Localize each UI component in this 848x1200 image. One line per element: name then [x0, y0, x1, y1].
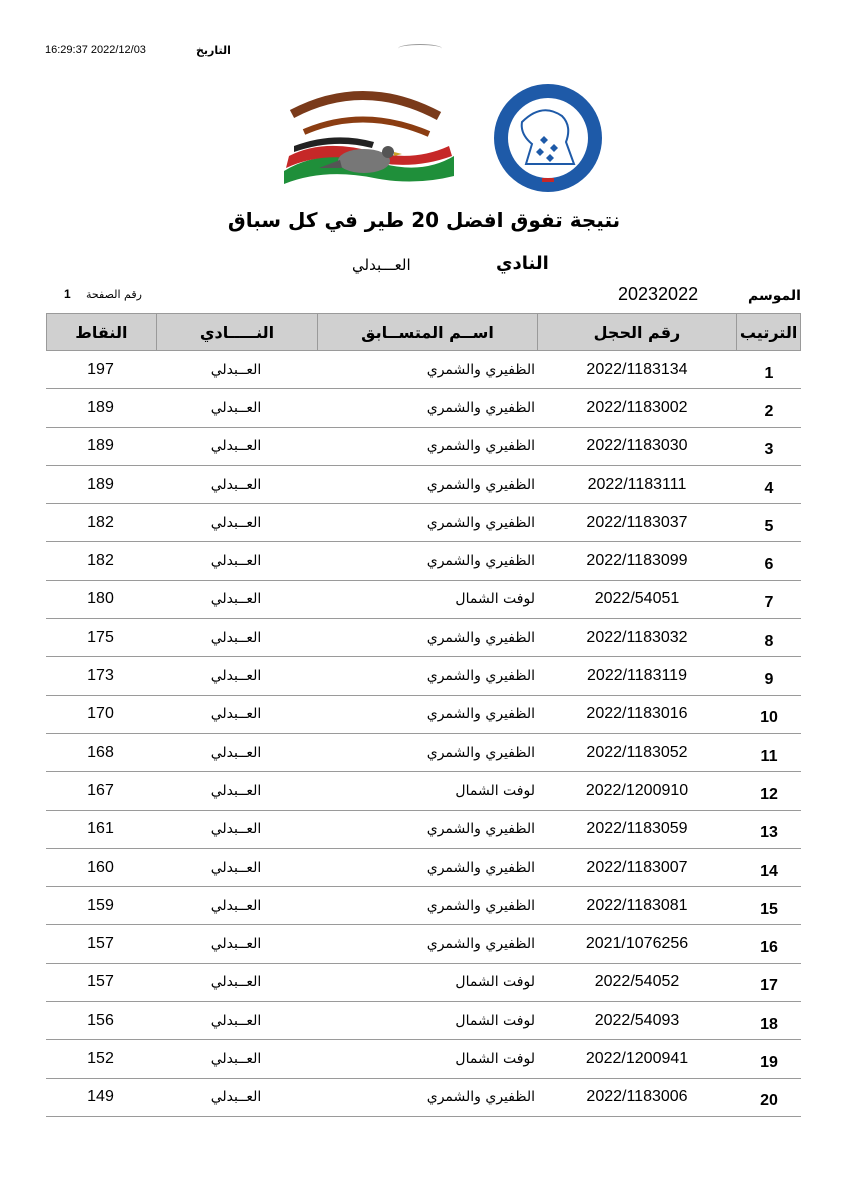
cell-points: 152: [87, 1049, 114, 1067]
cell-rank: 2: [764, 402, 774, 420]
table-row: [46, 542, 801, 580]
cell-rank: 20: [760, 1092, 778, 1110]
cell-name: لوفت الشمال: [455, 1012, 535, 1029]
cell-rank: 19: [760, 1053, 778, 1071]
cell-club: العــبدلي: [210, 438, 262, 455]
cell-club: العــبدلي: [210, 859, 262, 876]
cell-club: العــبدلي: [210, 1089, 262, 1106]
cell-name: الظفيري والشمري: [426, 553, 535, 570]
cell-club: العــبدلي: [210, 591, 262, 608]
table-row: [46, 925, 801, 963]
cell-club: العــبدلي: [210, 668, 262, 685]
cell-points: 157: [87, 973, 114, 991]
table-row: [46, 428, 801, 466]
table-row: [46, 1079, 801, 1117]
cell-club: العــبدلي: [210, 361, 262, 378]
cell-club: العــبدلي: [210, 399, 262, 416]
date-value: 16:29:37 2022/12/03: [45, 44, 146, 56]
cell-points: 180: [87, 590, 114, 608]
cell-rank: 4: [764, 479, 774, 497]
cell-name: الظفيري والشمري: [426, 668, 535, 685]
cell-name: الظفيري والشمري: [426, 629, 535, 646]
cell-ring: 2022/1183006: [586, 1088, 688, 1106]
cell-ring: 2022/54093: [594, 1011, 680, 1029]
cell-name: الظفيري والشمري: [426, 859, 535, 876]
cell-name: لوفت الشمال: [455, 1050, 535, 1067]
table-row: [46, 849, 801, 887]
cell-points: 159: [87, 896, 114, 914]
date-label: التاريخ: [196, 44, 231, 57]
cell-rank: 18: [760, 1015, 778, 1033]
table-row: [46, 1040, 801, 1078]
cell-rank: 11: [760, 747, 778, 765]
cell-name: الظفيري والشمري: [426, 438, 535, 455]
table-header: [46, 313, 801, 351]
cell-points: 167: [87, 781, 114, 799]
cell-name: الظفيري والشمري: [426, 361, 535, 378]
cell-rank: 15: [760, 900, 778, 918]
table-body: [46, 351, 801, 1117]
cell-points: 161: [87, 820, 114, 838]
cell-name: الظفيري والشمري: [426, 476, 535, 493]
cell-ring: 2022/1183032: [586, 628, 688, 646]
cell-rank: 7: [764, 594, 774, 612]
cell-points: 160: [87, 858, 114, 876]
cell-rank: 12: [760, 785, 778, 803]
table-row: [46, 696, 801, 734]
cell-ring: 2022/1183111: [587, 475, 687, 493]
cell-rank: 14: [760, 862, 778, 880]
cell-points: 170: [87, 705, 114, 723]
cell-ring: 2022/1183016: [586, 705, 688, 723]
cell-rank: 3: [764, 441, 774, 459]
header-name: اســم المتســابق: [317, 314, 536, 350]
cell-ring: 2022/1183134: [586, 360, 688, 378]
cell-points: 182: [87, 513, 114, 531]
season-label: الموسم: [748, 288, 801, 304]
table-row: [46, 1002, 801, 1040]
cell-name: الظفيري والشمري: [426, 897, 535, 914]
cell-ring: 2022/1183052: [586, 743, 688, 761]
cell-rank: 6: [764, 556, 774, 574]
cell-ring: 2022/1183059: [586, 820, 688, 838]
cell-points: 182: [87, 552, 114, 570]
table-row: [46, 351, 801, 389]
cell-name: لوفت الشمال: [455, 782, 535, 799]
cell-club: العــبدلي: [210, 514, 262, 531]
cell-ring: 2022/1183002: [586, 398, 688, 416]
cell-name: الظفيري والشمري: [426, 1089, 535, 1106]
results-table: [46, 313, 801, 1117]
cell-ring: 2022/54051: [594, 590, 680, 608]
cell-rank: 1: [764, 364, 774, 382]
table-row: [46, 504, 801, 542]
table-row: [46, 389, 801, 427]
federation-logo: [492, 82, 604, 194]
page-number-value: 1: [64, 287, 71, 301]
cell-name: الظفيري والشمري: [426, 821, 535, 838]
cell-ring: 2022/1183119: [587, 667, 687, 685]
cell-points: 156: [87, 1011, 114, 1029]
cell-ring: 2022/1183081: [586, 896, 688, 914]
cell-ring: 2022/1183037: [586, 513, 688, 531]
cell-name: الظفيري والشمري: [426, 936, 535, 953]
scribble-mark: [398, 44, 442, 53]
cell-rank: 10: [760, 709, 778, 727]
cell-name: لوفت الشمال: [455, 974, 535, 991]
cell-rank: 13: [760, 824, 778, 842]
cell-ring: 2022/1200910: [585, 781, 689, 799]
page-number-label: رقم الصفحة: [86, 288, 142, 301]
club-label: النادي: [496, 253, 549, 274]
header-club: النـــــادي: [156, 314, 318, 350]
cell-ring: 2021/1076256: [585, 935, 689, 953]
cell-points: 173: [87, 667, 114, 685]
cell-ring: 2022/54052: [594, 973, 680, 991]
cell-rank: 5: [764, 517, 774, 535]
cell-ring: 2022/1200941: [585, 1049, 689, 1067]
table-row: [46, 619, 801, 657]
cell-points: 175: [87, 628, 114, 646]
cell-name: الظفيري والشمري: [426, 399, 535, 416]
cell-club: العــبدلي: [210, 706, 262, 723]
cell-club: العــبدلي: [210, 476, 262, 493]
cell-club: العــبدلي: [210, 821, 262, 838]
cell-name: الظفيري والشمري: [426, 706, 535, 723]
header-ring: رقم الحجل: [537, 314, 736, 350]
table-row: [46, 772, 801, 810]
cell-points: 157: [87, 935, 114, 953]
cell-club: العــبدلي: [210, 897, 262, 914]
cell-rank: 8: [764, 632, 774, 650]
cell-club: العــبدلي: [210, 1012, 262, 1029]
cell-ring: 2022/1183030: [586, 437, 688, 455]
cell-rank: 9: [764, 671, 774, 689]
cell-club: العــبدلي: [210, 629, 262, 646]
cell-name: الظفيري والشمري: [426, 744, 535, 761]
cell-name: الظفيري والشمري: [426, 514, 535, 531]
cell-points: 189: [87, 437, 114, 455]
cell-rank: 16: [760, 939, 778, 957]
cell-club: العــبدلي: [210, 974, 262, 991]
table-row: [46, 466, 801, 504]
table-row: [46, 581, 801, 619]
cell-club: العــبدلي: [210, 1050, 262, 1067]
header-points: النقاط: [75, 322, 128, 342]
cell-club: العــبدلي: [210, 744, 262, 761]
cell-ring: 2022/1183099: [586, 552, 688, 570]
cell-points: 189: [87, 398, 114, 416]
cell-points: 189: [87, 475, 114, 493]
season-value: 20232022: [618, 284, 699, 304]
cell-club: العــبدلي: [210, 553, 262, 570]
cell-points: 168: [87, 743, 114, 761]
table-row: [46, 734, 801, 772]
table-row: [46, 887, 801, 925]
header-rank: الترتيب: [736, 314, 800, 350]
cell-club: العــبدلي: [210, 936, 262, 953]
cell-club: العــبدلي: [210, 782, 262, 799]
club-value: العـــبدلي: [352, 256, 411, 274]
cell-points: 149: [87, 1088, 114, 1106]
cell-rank: 17: [760, 977, 778, 995]
table-row: [46, 657, 801, 695]
cell-name: لوفت الشمال: [455, 591, 535, 608]
report-title: نتيجة تفوق افضل 20 طير في كل سباق: [227, 208, 621, 232]
table-row: [46, 964, 801, 1002]
cell-ring: 2022/1183007: [586, 858, 688, 876]
table-row: [46, 811, 801, 849]
club-logo: [264, 76, 464, 186]
cell-points: 197: [87, 360, 114, 378]
